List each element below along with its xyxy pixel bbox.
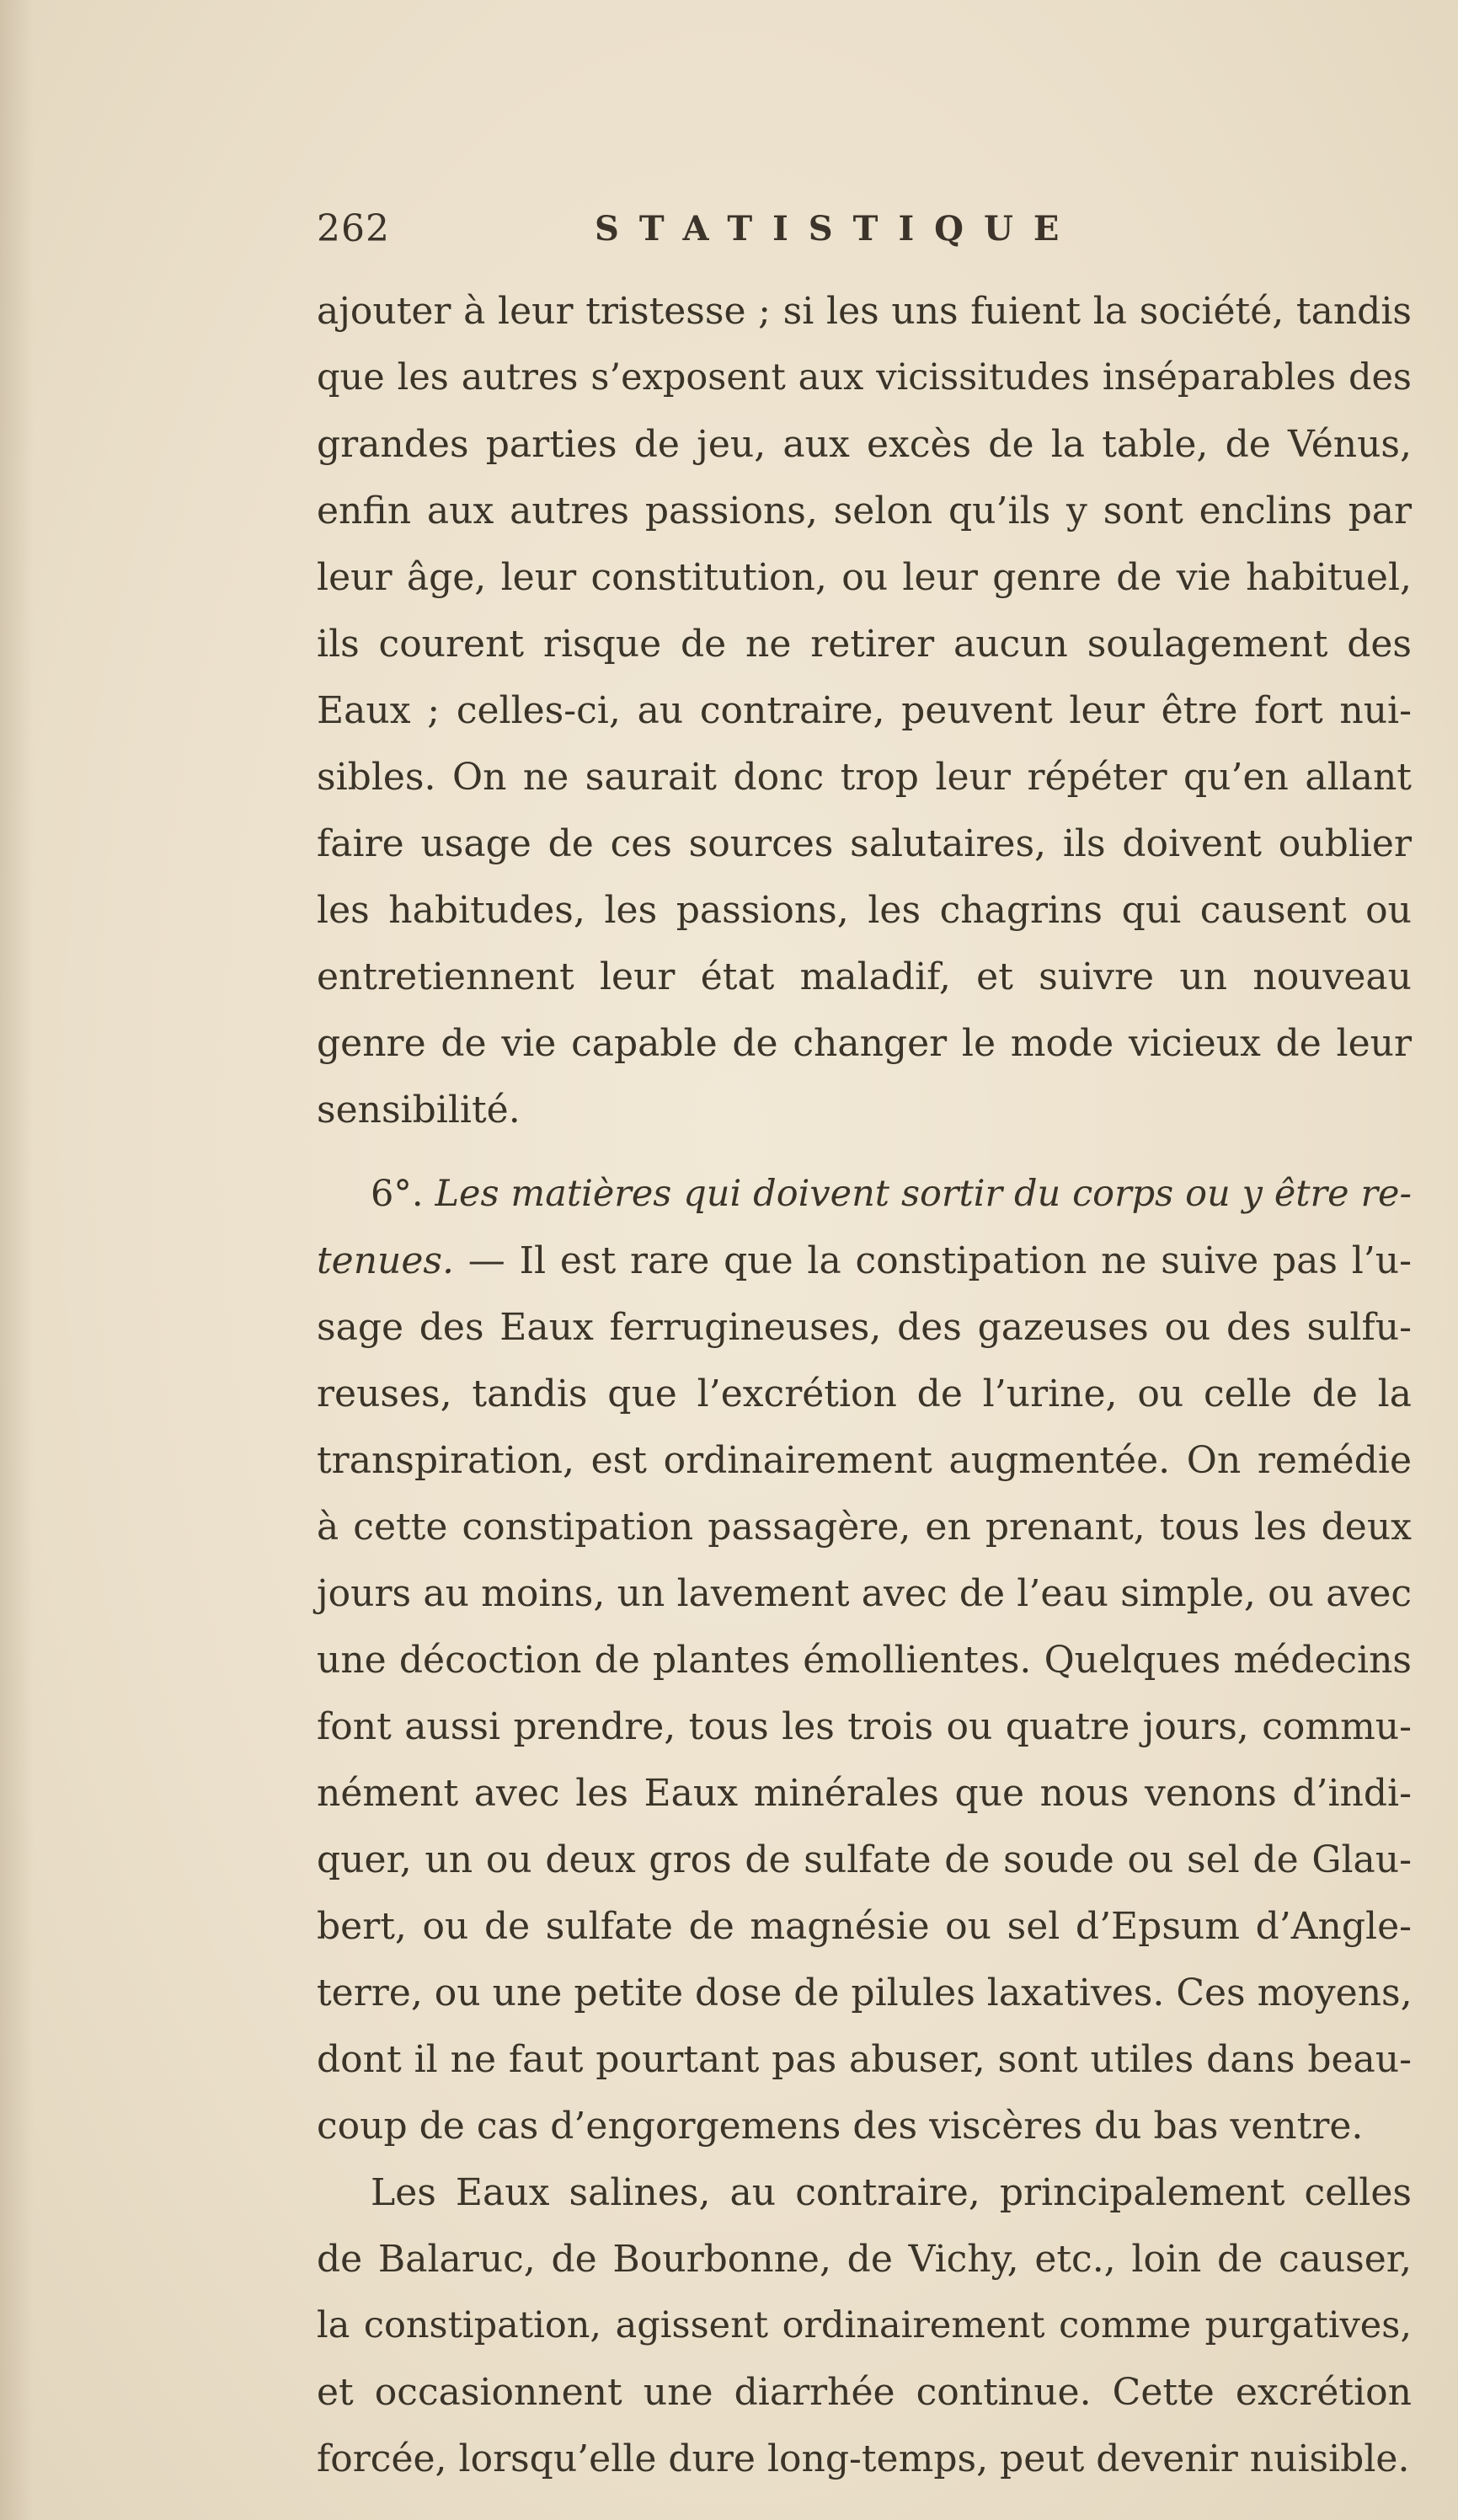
text-line: coup de cas d’engorgemens des viscères du bas ventre. bbox=[317, 2105, 1364, 2148]
text-line: reuses, tandis que l’excrétion de l’urine, ou celle de la bbox=[317, 1372, 1412, 1415]
text-line: que les autres s’exposent aux vicissitudes inséparables des bbox=[317, 356, 1412, 399]
text-line: grandes parties de jeu, aux excès de la table, de Vénus, bbox=[317, 423, 1412, 466]
text-line: Les Eaux salines, au contraire, principalement celles bbox=[371, 2171, 1412, 2214]
text-line: forcée, lorsqu’elle dure long-temps, peut devenir nuisible. bbox=[317, 2437, 1410, 2480]
text-line: ils courent risque de ne retirer aucun soulagement des bbox=[317, 623, 1412, 666]
section-heading-line bbox=[317, 1228, 1412, 1294]
text-line: quer, un ou deux gros de sulfate de soude ou sel de Glau- bbox=[317, 1838, 1412, 1881]
text-line: font aussi prendre, tous les trois ou quatre jours, commu- bbox=[317, 1705, 1412, 1748]
section-number: 6°. bbox=[371, 1173, 435, 1215]
text-line: une décoction de plantes émollientes. Quelques médecins bbox=[317, 1639, 1412, 1682]
running-title: STATISTIQUE bbox=[595, 209, 1080, 249]
page-header bbox=[317, 207, 1159, 266]
page-number: 262 bbox=[317, 207, 390, 250]
text-line: sibles. On ne saurait donc trop leur répéter qu’en allant bbox=[317, 756, 1412, 799]
text-line: enfin aux autres passions, selon qu’ils y sont enclins par bbox=[317, 490, 1412, 532]
text-line: sage des Eaux ferrugineuses, des gazeuses ou des sulfu- bbox=[317, 1306, 1412, 1349]
text-line: dont il ne faut pourtant pas abuser, sont utiles dans beau- bbox=[317, 2038, 1412, 2081]
section-text: — Il est rare que la constipation ne suive pas l’u- bbox=[454, 1239, 1412, 1282]
text-line: Eaux ; celles-ci, au contraire, peuvent leur être fort nui- bbox=[317, 689, 1412, 732]
text-line: jours au moins, un lavement avec de l’eau simple, ou avec bbox=[317, 1572, 1412, 1615]
text-line: bert, ou de sulfate de magnésie ou sel d’Epsum d’Angle- bbox=[317, 1905, 1412, 1948]
text-line: sensibilité. bbox=[317, 1089, 521, 1132]
section-heading-line bbox=[317, 1161, 1412, 1228]
text-line: nément avec les Eaux minérales que nous venons d’indi- bbox=[317, 1772, 1412, 1815]
body-text bbox=[317, 278, 1412, 2492]
text-line: terre, ou une petite dose de pilules laxatives. Ces moyens, bbox=[317, 1972, 1413, 2014]
text-line: ajouter à leur tristesse ; si les uns fuient la société, tandis bbox=[317, 290, 1412, 333]
text-line: faire usage de ces sources salutaires, ils doivent oublier bbox=[317, 822, 1412, 865]
text-line: entretiennent leur état maladif, et suivre un nouveau bbox=[317, 955, 1412, 998]
text-line: les habitudes, les passions, les chagrins qui causent ou bbox=[317, 889, 1412, 932]
binding-shadow bbox=[0, 0, 34, 2520]
text-line: de Balaruc, de Bourbonne, de Vichy, etc., loin de causer, bbox=[317, 2238, 1412, 2281]
section-title-end: tenues. bbox=[317, 1239, 455, 1282]
text-line: à cette constipation passagère, en prenant, tous les deux bbox=[317, 1506, 1412, 1549]
text-line: et occasionnent une diarrhée continue. Cette excrétion bbox=[317, 2371, 1412, 2414]
text-line: leur âge, leur constitution, ou leur genre de vie habituel, bbox=[317, 556, 1412, 599]
text-line: genre de vie capable de changer le mode vicieux de leur bbox=[317, 1022, 1412, 1065]
text-line: transpiration, est ordinairement augmentée. On remédie bbox=[317, 1439, 1412, 1482]
section-title: Les matières qui doivent sortir du corps ou y être re- bbox=[435, 1173, 1412, 1215]
text-line: la constipation, agissent ordinairement comme purgatives, bbox=[317, 2304, 1412, 2346]
